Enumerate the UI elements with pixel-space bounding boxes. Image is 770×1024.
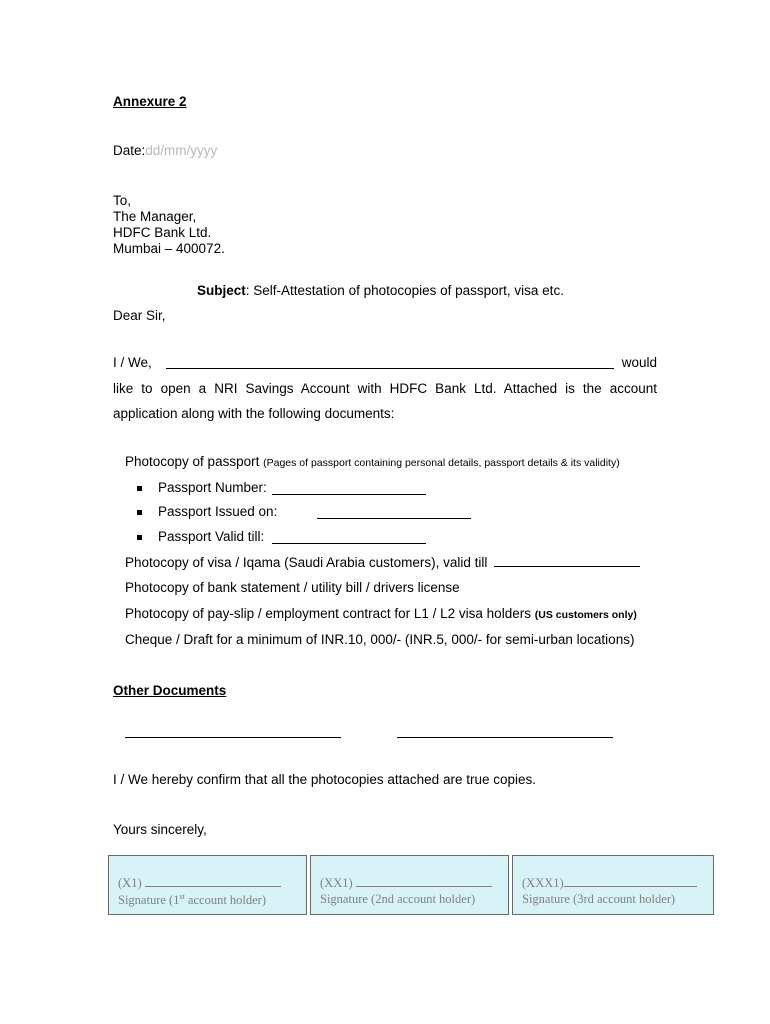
- signature-label: Signature (3rd account holder): [522, 892, 676, 906]
- doc-payslip-text: Photocopy of pay-slip / employment contract for L1 / L2 visa holders: [125, 606, 531, 621]
- passport-issued-field[interactable]: [317, 504, 471, 519]
- other-documents-heading: Other Documents: [113, 683, 227, 698]
- closing-text: Yours sincerely,: [113, 822, 207, 837]
- signature-code: (XXX1): [522, 876, 697, 891]
- date-field[interactable]: dd/mm/yyyy: [145, 143, 218, 158]
- passport-valid-field[interactable]: [272, 529, 426, 544]
- passport-valid-item: [137, 529, 265, 544]
- doc-cheque: Cheque / Draft for a minimum of INR.10, 000/- (INR.5, 000/- for semi-urban locations): [125, 632, 635, 647]
- signature-label: Signature (2nd account holder): [320, 892, 476, 906]
- doc-bank-statement: Photocopy of bank statement / utility bill / drivers license: [125, 580, 460, 595]
- bullet-icon: [137, 486, 142, 491]
- doc-passport-label: Photocopy of passport: [125, 454, 260, 469]
- signature-code: (XX1): [320, 876, 492, 891]
- body-lead: I / We,: [113, 355, 152, 370]
- bullet-icon: [137, 535, 142, 540]
- signature-code: (X1): [118, 876, 281, 891]
- bullet-icon: [137, 510, 142, 515]
- passport-issued-label: Passport Issued on:: [158, 504, 278, 519]
- date-label: Date:: [113, 143, 146, 158]
- address-line: The Manager,: [113, 209, 197, 224]
- passport-number-field[interactable]: [272, 480, 426, 495]
- subject-label: Subject: [197, 283, 246, 298]
- doc-visa-text: Photocopy of visa / Iqama (Saudi Arabia customers), valid till: [125, 555, 488, 570]
- recipient-address: [113, 193, 225, 257]
- salutation: Dear Sir,: [113, 308, 166, 323]
- body-paragraph: like to open a NRI Savings Account with HDFC Bank Ltd. Attached is the account application along with the following documents:: [113, 381, 657, 421]
- signature-box-3[interactable]: [512, 855, 714, 915]
- doc-payslip-note: (US customers only): [534, 609, 637, 621]
- visa-valid-till-field[interactable]: [494, 554, 640, 567]
- annexure-heading: Annexure 2: [113, 94, 187, 109]
- doc-payslip: [125, 606, 637, 621]
- subject-text: : Self-Attestation of photocopies of passport, visa etc.: [245, 283, 564, 298]
- doc-passport-note: (Pages of passport containing personal details, passport details & its validity): [263, 457, 620, 469]
- signature-box-2[interactable]: [310, 855, 509, 915]
- confirmation-text: I / We hereby confirm that all the photocopies attached are true copies.: [113, 772, 536, 787]
- subject-line: [197, 283, 564, 298]
- passport-issued-item: [137, 504, 278, 519]
- doc-visa: [125, 554, 640, 570]
- passport-valid-label: Passport Valid till:: [158, 529, 265, 544]
- signature-box-1[interactable]: [108, 855, 307, 915]
- doc-passport: [125, 454, 620, 469]
- passport-number-item: [137, 480, 267, 495]
- applicant-name-blank[interactable]: [166, 355, 614, 369]
- other-document-field-2[interactable]: [397, 724, 613, 738]
- signature-label: Signature (1st account holder): [118, 892, 267, 908]
- body-first-line: [113, 355, 657, 370]
- date-line: [113, 143, 217, 158]
- passport-number-label: Passport Number:: [158, 480, 267, 495]
- address-line: To,: [113, 193, 132, 208]
- address-line: HDFC Bank Ltd.: [113, 225, 212, 240]
- address-line: Mumbai – 400072.: [113, 241, 225, 256]
- body-after-blank: would: [621, 355, 657, 370]
- other-document-field-1[interactable]: [125, 724, 341, 738]
